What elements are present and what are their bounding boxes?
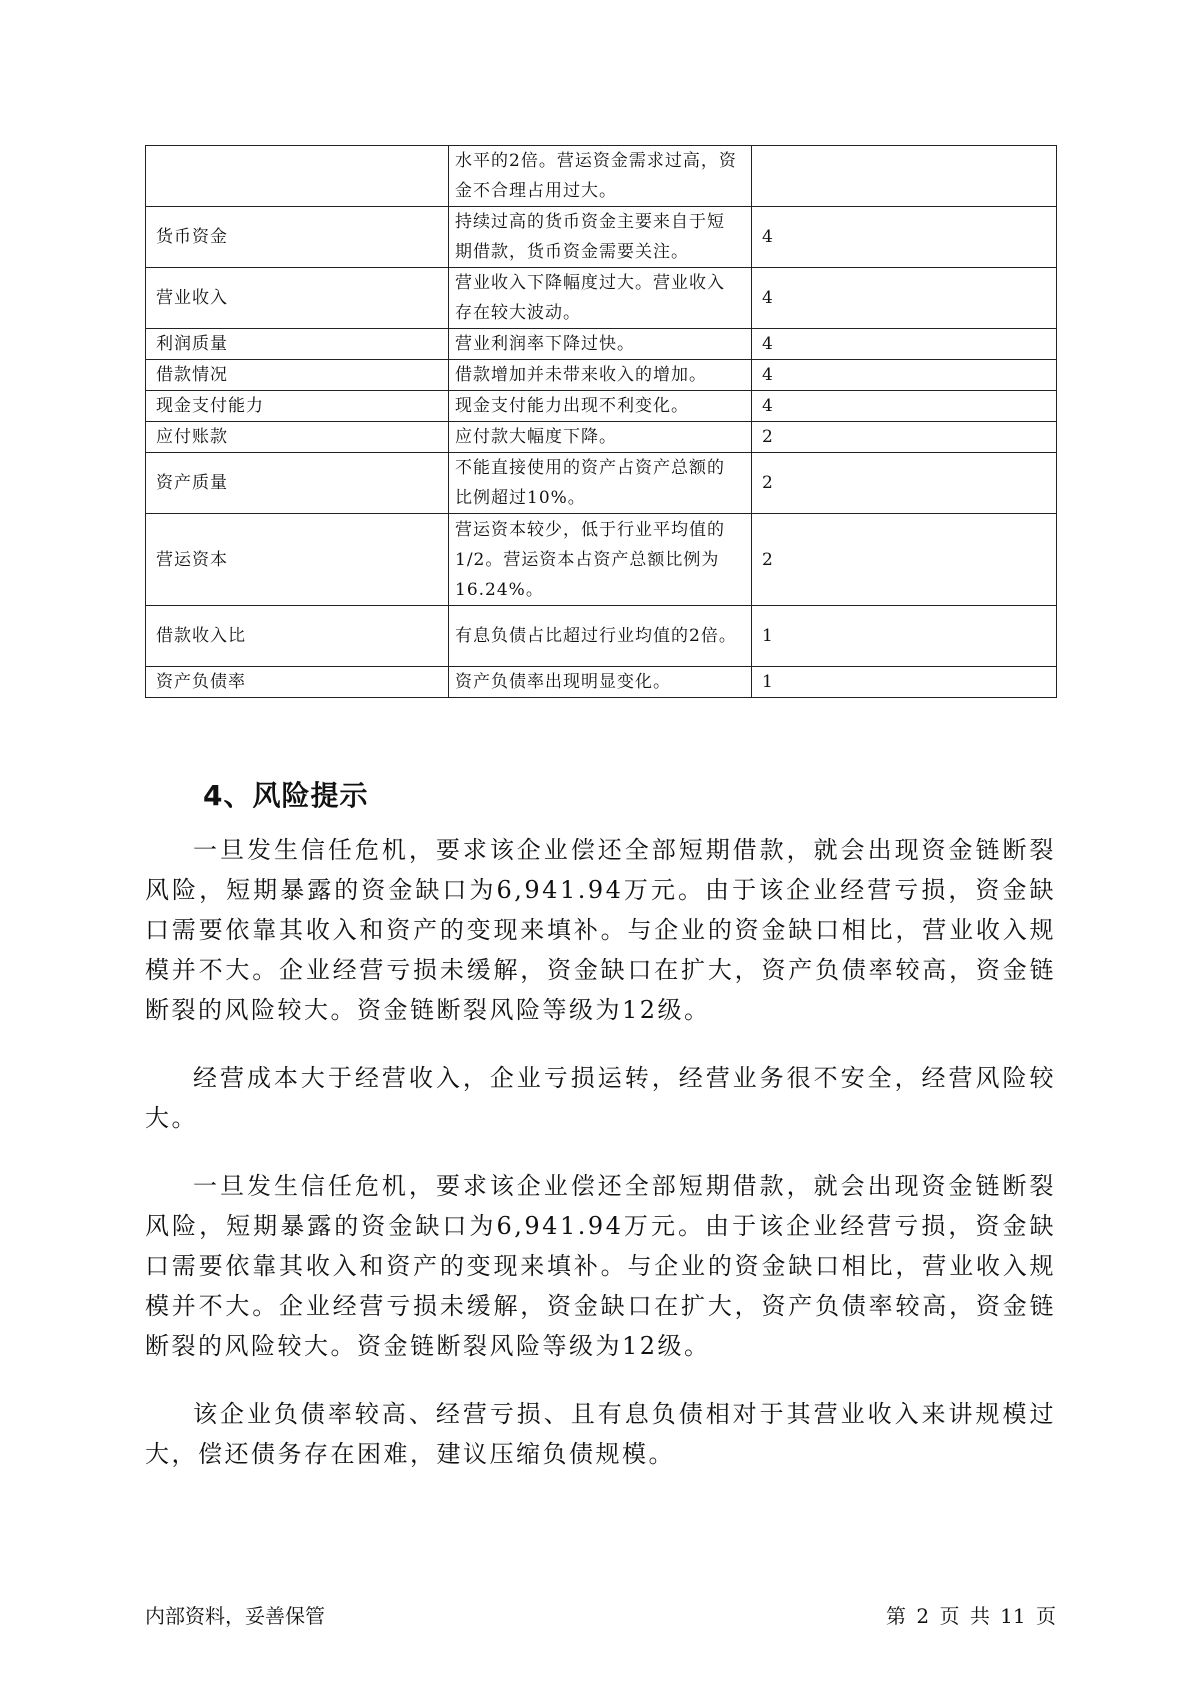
table-row bbox=[146, 360, 1057, 391]
paragraph: 一旦发生信任危机，要求该企业偿还全部短期借款，就会出现资金链断裂风险，短期暴露的资金缺口为6,941.94万元。由于该企业经营亏损，资金缺口需要依靠其收入和资产的变现来填补。与企业的资金缺口相比，营业收入规模并不大。企业经营亏损未缓解，资金缺口在扩大，资产负债率较高，资金链断裂的风险较大。资金链断裂风险等级为12级。 bbox=[145, 1172, 1056, 1360]
risk-indicator-table bbox=[145, 145, 1057, 698]
table-row bbox=[146, 268, 1057, 329]
desc-cell: 营业利润率下降过快。 bbox=[449, 329, 752, 360]
item-cell: 营运资本 bbox=[146, 514, 449, 606]
item-cell: 营业收入 bbox=[146, 268, 449, 329]
table-row bbox=[146, 422, 1057, 453]
paragraph: 一旦发生信任危机，要求该企业偿还全部短期借款，就会出现资金链断裂风险，短期暴露的资金缺口为6,941.94万元。由于该企业经营亏损，资金缺口需要依靠其收入和资产的变现来填补。与企业的资金缺口相比，营业收入规模并不大。企业经营亏损未缓解，资金缺口在扩大，资产负债率较高，资金链断裂的风险较大。资金链断裂风险等级为12级。 bbox=[145, 836, 1056, 1024]
desc-cell: 应付款大幅度下降。 bbox=[449, 422, 752, 453]
item-cell: 借款情况 bbox=[146, 360, 449, 391]
footer-confidential-note: 内部资料，妥善保管 bbox=[145, 1604, 325, 1628]
score-cell: 4 bbox=[752, 268, 1057, 329]
score-cell: 1 bbox=[752, 606, 1057, 667]
item-cell: 货币资金 bbox=[146, 207, 449, 268]
table-row bbox=[146, 606, 1057, 667]
desc-cell: 营运资本较少，低于行业平均值的1/2。营运资本占资产总额比例为16.24%。 bbox=[449, 514, 752, 606]
score-cell: 4 bbox=[752, 329, 1057, 360]
item-cell: 借款收入比 bbox=[146, 606, 449, 667]
desc-cell: 借款增加并未带来收入的增加。 bbox=[449, 360, 752, 391]
body-text bbox=[145, 830, 1056, 1502]
score-cell bbox=[752, 146, 1057, 207]
paragraph: 该企业负债率较高、经营亏损、且有息负债相对于其营业收入来讲规模过大，偿还债务存在困难，建议压缩负债规模。 bbox=[145, 1400, 1056, 1468]
table-row bbox=[146, 207, 1057, 268]
score-cell: 2 bbox=[752, 422, 1057, 453]
table-row bbox=[146, 146, 1057, 207]
table-row bbox=[146, 514, 1057, 606]
item-cell bbox=[146, 146, 449, 207]
item-cell: 资产负债率 bbox=[146, 667, 449, 698]
score-cell: 2 bbox=[752, 453, 1057, 514]
item-cell: 应付账款 bbox=[146, 422, 449, 453]
paragraph: 经营成本大于经营收入，企业亏损运转，经营业务很不安全，经营风险较大。 bbox=[145, 1064, 1056, 1132]
score-cell: 4 bbox=[752, 391, 1057, 422]
item-cell: 资产质量 bbox=[146, 453, 449, 514]
desc-cell: 水平的2倍。营运资金需求过高，资金不合理占用过大。 bbox=[449, 146, 752, 207]
item-cell: 现金支付能力 bbox=[146, 391, 449, 422]
desc-cell: 持续过高的货币资金主要来自于短期借款，货币资金需要关注。 bbox=[449, 207, 752, 268]
table-row bbox=[146, 667, 1057, 698]
desc-cell: 不能直接使用的资产占资产总额的比例超过10%。 bbox=[449, 453, 752, 514]
desc-cell: 营业收入下降幅度过大。营业收入存在较大波动。 bbox=[449, 268, 752, 329]
table-row bbox=[146, 329, 1057, 360]
item-cell: 利润质量 bbox=[146, 329, 449, 360]
score-cell: 1 bbox=[752, 667, 1057, 698]
desc-cell: 有息负债占比超过行业均值的2倍。 bbox=[449, 606, 752, 667]
score-cell: 2 bbox=[752, 514, 1057, 606]
desc-cell: 现金支付能力出现不利变化。 bbox=[449, 391, 752, 422]
score-cell: 4 bbox=[752, 207, 1057, 268]
score-cell: 4 bbox=[752, 360, 1057, 391]
desc-cell: 资产负债率出现明显变化。 bbox=[449, 667, 752, 698]
section-heading: 4、风险提示 bbox=[203, 779, 369, 812]
table-row bbox=[146, 391, 1057, 422]
footer-page-number: 第 2 页 共 11 页 bbox=[886, 1604, 1056, 1628]
table-row bbox=[146, 453, 1057, 514]
